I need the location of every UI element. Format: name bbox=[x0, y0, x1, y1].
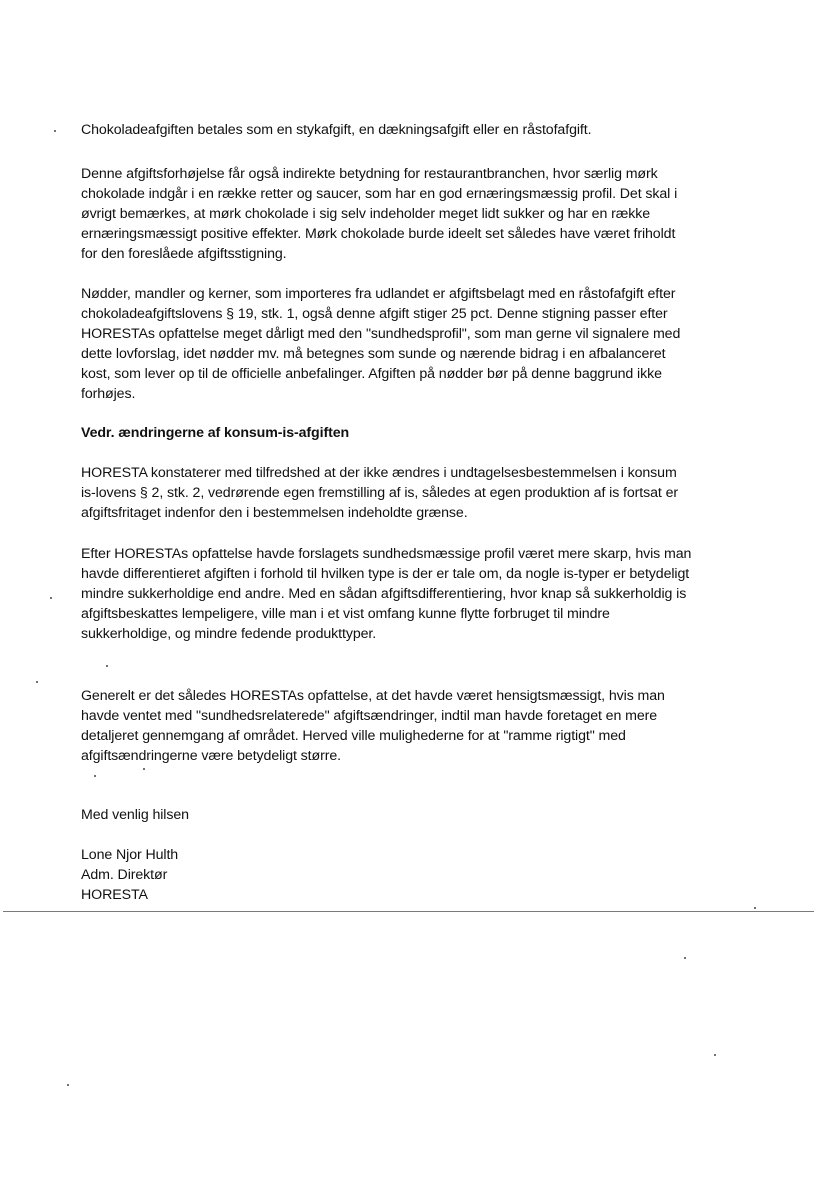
text-line: Nødder, mandler og kerner, som importeres fra udlandet er afgiftsbelagt med en råstofafgift efter bbox=[81, 286, 676, 302]
text-line: havde ventet med "sundhedsrelaterede" afgiftsændringer, indtil man havde foretaget en mere bbox=[81, 708, 658, 724]
text-line: HORESTAs opfattelse meget dårligt med den "sundhedsprofil", som man gerne vil signalere med bbox=[81, 326, 681, 342]
text-line: detaljeret gennemgang af området. Herved ville mulighederne for at "ramme rigtigt" med bbox=[81, 728, 626, 744]
scan-speck bbox=[54, 130, 56, 132]
scan-speck bbox=[106, 665, 108, 667]
signature-organization: HORESTA bbox=[81, 887, 148, 903]
text-line: Efter HORESTAs opfattelse havde forslagets sundhedsmæssige profil været mere skarp, hvis man bbox=[81, 546, 692, 562]
paragraph-general-opinion bbox=[81, 686, 771, 766]
scan-speck bbox=[684, 957, 686, 959]
text-line: is-lovens § 2, stk. 2, vedrørende egen fremstilling af is, således at egen produktion af is fortsat er bbox=[81, 485, 679, 501]
paragraph-nuts-tax bbox=[81, 284, 771, 404]
paragraph-tax-differentiation bbox=[81, 544, 771, 644]
paragraph-chocolate-tax-types bbox=[81, 120, 771, 140]
text-line: Chokoladeafgiften betales som en stykafgift, en dækningsafgift eller en råstofafgift. bbox=[81, 122, 592, 138]
text-line: Generelt er det således HORESTAs opfattelse, at det havde været hensigtsmæssigt, hvis man bbox=[81, 688, 665, 704]
text-line: mindre sukkerholdige end andre. Med en sådan afgiftsdifferentiering, hvor knap så sukkerholdig is bbox=[81, 586, 687, 602]
text-line: afgiftsfritaget indenfor den i bestemmelsen indeholdte grænse. bbox=[81, 505, 468, 521]
scan-speck bbox=[94, 775, 96, 777]
paragraph-dark-chocolate bbox=[81, 164, 771, 264]
scan-speck bbox=[754, 907, 756, 909]
scan-speck bbox=[67, 1084, 69, 1086]
scan-speck bbox=[714, 1054, 716, 1056]
text-line: dette lovforslag, idet nødder mv. må betegnes som sunde og nærende bidrag i en afbalanceret bbox=[81, 346, 666, 362]
text-line: chokoladeafgiftslovens § 19, stk. 1, også denne afgift stiger 25 pct. Denne stigning passer efter bbox=[81, 306, 668, 322]
closing-text: Med venlig hilsen bbox=[81, 807, 189, 823]
signature-title: Adm. Direktør bbox=[81, 867, 168, 883]
text-line: afgiftsændringerne være betydeligt større. bbox=[81, 748, 341, 764]
text-line: sukkerholdige, og mindre fedende produkttyper. bbox=[81, 626, 377, 642]
scan-speck bbox=[143, 768, 145, 770]
scan-speck bbox=[36, 681, 38, 683]
closing-salutation bbox=[81, 805, 771, 825]
text-line: kost, som lever op til de officielle anbefalinger. Afgiften på nødder bør på denne baggrund ikke bbox=[81, 366, 662, 382]
paragraph-ice-cream-exemption bbox=[81, 463, 771, 523]
text-line: HORESTA konstaterer med tilfredshed at der ikke ændres i undtagelsesbestemmelsen i konsum bbox=[81, 465, 677, 481]
text-line: forhøjes. bbox=[81, 386, 136, 402]
text-line: for den foreslåede afgiftsstigning. bbox=[81, 246, 287, 262]
text-line: Denne afgiftsforhøjelse får også indirekte betydning for restaurantbranchen, hvor særlig mørk bbox=[81, 166, 658, 182]
section-heading bbox=[81, 423, 771, 443]
text-line: havde differentieret afgiften i forhold til hvilken type is der er tale om, da nogle is-typer er betydeligt bbox=[81, 566, 690, 582]
text-line: ernæringsmæssigt positive effekter. Mørk chokolade burde ideelt set således have været friholdt bbox=[81, 226, 676, 242]
text-line: øvrigt bemærkes, at mørk chokolade i sig selv indeholder meget lidt sukker og har en række bbox=[81, 206, 650, 222]
heading-text: Vedr. ændringerne af konsum-is-afgiften bbox=[81, 425, 350, 441]
signature-block bbox=[81, 845, 771, 905]
text-line: afgiftsbeskattes lempeligere, ville man i et vist omfang kunne flytte forbruget til mindre bbox=[81, 606, 610, 622]
scan-speck bbox=[50, 597, 52, 599]
page-divider bbox=[3, 911, 814, 912]
text-line: chokolade indgår i en række retter og saucer, som har en god ernæringsmæssig profil. Det skal i bbox=[81, 186, 678, 202]
signature-name: Lone Njor Hulth bbox=[81, 847, 179, 863]
